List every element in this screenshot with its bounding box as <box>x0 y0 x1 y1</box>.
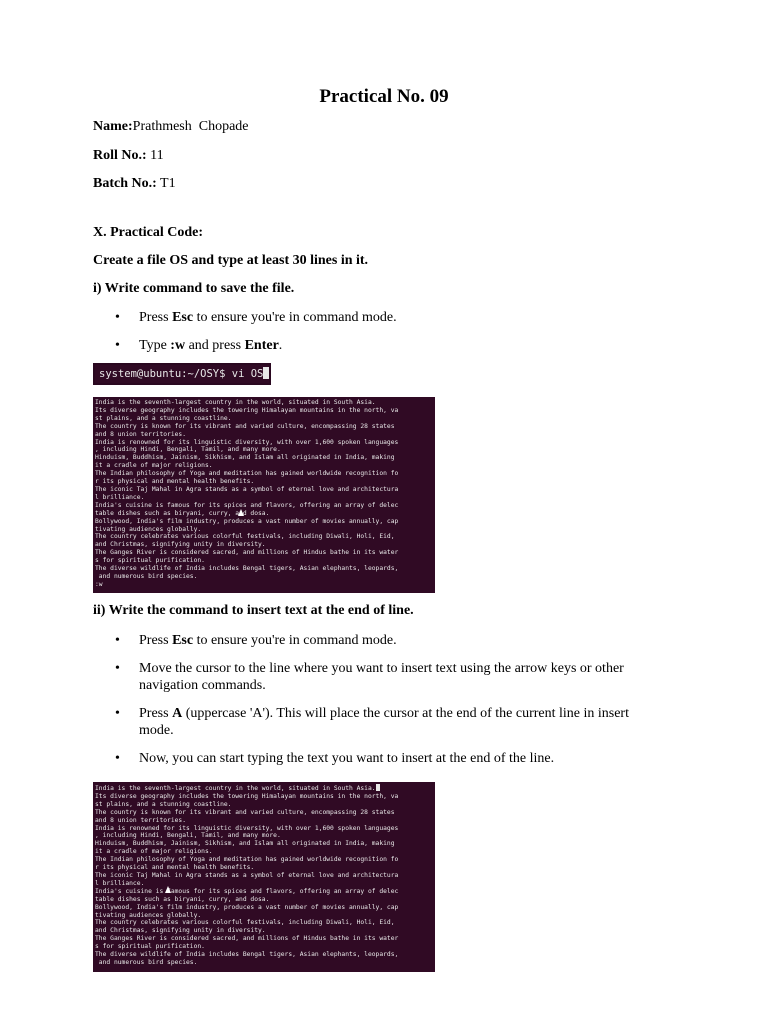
terminal-line: The Ganges River is considered sacred, and millions of Hindus bathe in its water <box>95 549 399 557</box>
list-item: • Type :w and press Enter. <box>93 337 653 354</box>
terminal-screenshot-save <box>93 397 435 593</box>
terminal-line: and 8 union territories. <box>95 430 186 438</box>
terminal-line: r its physical and mental health benefits. <box>95 478 255 486</box>
terminal-line: st plains, and a stunning coastline. <box>95 414 232 422</box>
cursor-block-icon <box>376 784 380 791</box>
terminal-line: The diverse wildlife of India includes Bengal tigers, Asian elephants, leopards, <box>95 951 399 959</box>
terminal-line: The country celebrates various colorful festivals, including Diwali, Holi, Eid, <box>95 919 395 927</box>
terminal-line: and Christmas, signifying unity in diversity. <box>95 541 266 549</box>
name-value: Prathmesh Chopade <box>132 119 249 134</box>
terminal-line: and numerous bird species. <box>95 958 198 966</box>
terminal-line: The country is known for its vibrant and varied culture, encompassing 28 states <box>95 422 395 430</box>
terminal-line: India's cuisine is famous for its spices and flavors, offering an array of delec <box>95 501 399 509</box>
terminal-lines <box>95 784 433 967</box>
terminal-line: Hinduism, Buddhism, Jainism, Sikhism, and Islam all originated in India, making <box>95 840 395 848</box>
list-item: • Move the cursor to the line where you want to insert text using the arrow keys or other navigation commands. <box>93 660 653 694</box>
terminal-line: st plains, and a stunning coastline. <box>95 800 232 808</box>
part2-bullets <box>93 632 653 767</box>
roll-label: Roll No.: <box>93 148 147 163</box>
terminal-line: The Indian philosophy of Yoga and meditation has gained worldwide recognition fo <box>95 470 399 478</box>
terminal-line: s for spiritual purification. <box>95 557 205 565</box>
task-heading: Create a file OS and type at least 30 lines in it. <box>93 253 369 268</box>
roll-value: 11 <box>146 148 164 163</box>
part1-heading: i) Write command to save the file. <box>93 281 295 296</box>
terminal-line: r its physical and mental health benefits. <box>95 864 255 872</box>
terminal-line: The Indian philosophy of Yoga and meditation has gained worldwide recognition fo <box>95 856 399 864</box>
terminal-line: The diverse wildlife of India includes Bengal tigers, Asian elephants, leopards, <box>95 565 399 573</box>
terminal-line: India is renowned for its linguistic diversity, with over 1,600 spoken languages <box>95 438 399 446</box>
terminal-line: l brilliance. <box>95 493 145 501</box>
terminal-line: Bollywood, India's film industry, produces a vast number of movies annually, cap <box>95 903 399 911</box>
terminal-line: and 8 union territories. <box>95 816 186 824</box>
terminal-line: Its diverse geography includes the towering Himalayan mountains in the north, va <box>95 792 399 800</box>
terminal-line: table dishes such as biryani, curry, and dosa. <box>95 895 270 903</box>
terminal-line: India is the seventh-largest country in the world, situated in South Asia. <box>95 784 433 793</box>
roll-row <box>93 148 164 164</box>
terminal-line: , including Hindi, Bengali, Tamil, and many more. <box>95 832 281 840</box>
terminal-line: , including Hindi, Bengali, Tamil, and many more. <box>95 446 281 454</box>
list-item: • Press Esc to ensure you're in command mode. <box>93 309 653 326</box>
terminal-cmdline: :w <box>95 580 103 588</box>
list-item: • Press Esc to ensure you're in command mode. <box>93 632 653 649</box>
list-item: • Press A (uppercase 'A'). This will place the cursor at the end of the current line in insert mode. <box>93 705 653 739</box>
terminal-line: l brilliance. <box>95 879 145 887</box>
terminal-line: and Christmas, signifying unity in diversity. <box>95 927 266 935</box>
mouse-pointer-icon <box>238 509 244 516</box>
terminal-line: Hinduism, Buddhism, Jainism, Sikhism, and Islam all originated in India, making <box>95 454 395 462</box>
terminal-line: it a cradle of major religions. <box>95 848 213 856</box>
part1-bullets <box>93 309 653 354</box>
terminal-line: Bollywood, India's film industry, produces a vast number of movies annually, cap <box>95 517 399 525</box>
terminal-prompt: system@ubuntu:~/OSY$ vi OS <box>99 368 264 380</box>
page-title: Practical No. 09 <box>319 86 449 107</box>
terminal-line: The country celebrates various colorful festivals, including Diwali, Holi, Eid, <box>95 533 395 541</box>
terminal-line: table dishes such as biryani, curry, and dosa. <box>95 509 270 517</box>
cursor-block-icon <box>263 367 269 379</box>
terminal-line: and numerous bird species. <box>95 572 198 580</box>
name-row <box>93 119 249 135</box>
terminal-line: India is renowned for its linguistic diversity, with over 1,600 spoken languages <box>95 824 399 832</box>
batch-value: T1 <box>156 176 176 191</box>
terminal-line: The country is known for its vibrant and varied culture, encompassing 28 states <box>95 808 395 816</box>
terminal-line: tivating audiences globally. <box>95 911 202 919</box>
batch-row <box>93 176 176 192</box>
list-item: • Now, you can start typing the text you want to insert at the end of the line. <box>93 750 653 767</box>
terminal-screenshot-insert <box>93 782 435 972</box>
terminal-line: s for spiritual purification. <box>95 943 205 951</box>
terminal-line: it a cradle of major religions. <box>95 462 213 470</box>
terminal-command-screenshot <box>93 363 271 385</box>
terminal-line: The iconic Taj Mahal in Agra stands as a symbol of eternal love and architectura <box>95 871 399 879</box>
section-heading: X. Practical Code: <box>93 225 204 240</box>
terminal-line: India is the seventh-largest country in the world, situated in South Asia. <box>95 399 376 406</box>
terminal-line: tivating audiences globally. <box>95 525 202 533</box>
terminal-line: The iconic Taj Mahal in Agra stands as a symbol of eternal love and architectura <box>95 485 399 493</box>
terminal-line: India's cuisine is famous for its spices and flavors, offering an array of delec <box>95 887 399 895</box>
terminal-line: The Ganges River is considered sacred, and millions of Hindus bathe in its water <box>95 935 399 943</box>
terminal-line: Its diverse geography includes the towering Himalayan mountains in the north, va <box>95 406 399 414</box>
mouse-pointer-icon <box>165 886 171 893</box>
name-label: Name: <box>93 119 133 134</box>
part2-heading: ii) Write the command to insert text at the end of line. <box>93 603 414 618</box>
terminal-lines <box>95 399 433 581</box>
batch-label: Batch No.: <box>93 176 157 191</box>
